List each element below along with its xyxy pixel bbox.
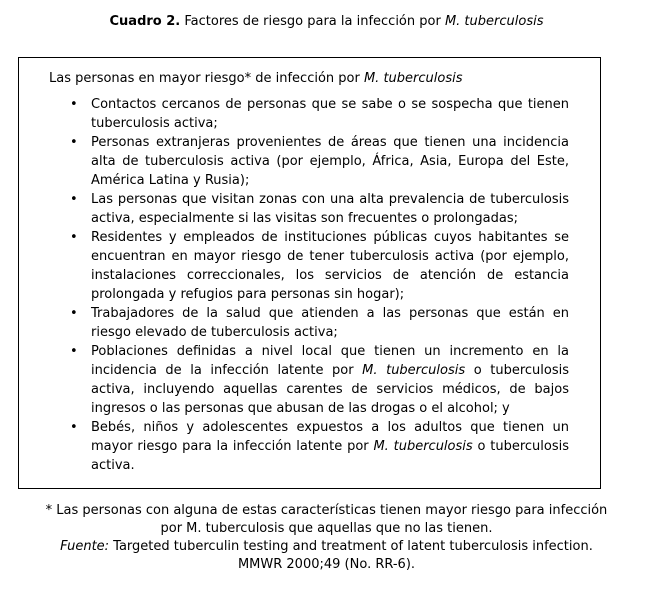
text-segment: o tuberculosis activa. [91, 439, 570, 473]
risk-factors-box [18, 57, 601, 489]
risk-group-text [91, 420, 569, 473]
text-segment: Trabajadores de la salud que atienden a las personas que están en riesgo elevado de tuberculosis activa; [91, 306, 569, 340]
bullet-icon: • [70, 230, 78, 245]
text-segment: Residentes y empleados de instituciones públicas cuyos habitantes se encuentran en mayor riesgo de tener tuberculosis activa (por ejemplo, instalaciones correccionales, los servicios de atención de estancia prolongada y refugios para personas sin hogar); [91, 230, 569, 302]
risk-group-text [91, 306, 569, 340]
footnote-citation [40, 556, 613, 574]
risk-group-text [91, 192, 569, 226]
italic-text-segment: M. tuberculosis [362, 363, 466, 378]
box-header [49, 69, 570, 88]
text-segment: * Las personas con alguna de estas características tienen mayor riesgo para infección por M. tuberculosis que aquellas que no las tienen. [45, 503, 608, 536]
italic-text-segment: M. tuberculosis [444, 14, 544, 29]
table-caption [0, 0, 653, 30]
bullet-icon: • [70, 344, 78, 359]
footnote-source [40, 538, 613, 556]
risk-group-text [91, 230, 569, 302]
bullet-icon: • [70, 135, 78, 150]
risk-group-text [91, 135, 569, 188]
italic-text-segment: M. tuberculosis [363, 71, 463, 86]
italic-text-segment: M. tuberculosis [373, 439, 473, 454]
footnotes [0, 502, 653, 574]
text-segment: Targeted tuberculin testing and treatment of latent tuberculosis infection. [109, 539, 593, 554]
risk-group-text [91, 344, 569, 416]
text-segment: Poblaciones definidas a nivel local que tienen un incremento en la incidencia de la infección latente por [91, 344, 569, 378]
bold-text-segment: Cuadro 2. [109, 14, 181, 29]
risk-group-item [19, 304, 600, 342]
text-segment: Las personas que visitan zonas con una alta prevalencia de tuberculosis activa, especialmente si las visitas son frecuentes o prolongadas; [91, 192, 569, 226]
risk-group-item [19, 228, 600, 304]
text-segment: o tuberculosis activa, incluyendo aquellas carentes de servicios médicos, de bajos ingresos o las personas que abusan de las drogas o el alcohol; y [91, 363, 569, 416]
text-segment: Contactos cercanos de personas que se sabe o se sospecha que tienen tuberculosis activa; [91, 97, 569, 131]
risk-group-item [19, 95, 600, 133]
text-segment: Bebés, niños y adolescentes expuestos a los adultos que tienen un mayor riesgo para la infección latente por [91, 420, 569, 454]
risk-group-item [19, 190, 600, 228]
text-segment: Personas extranjeras provenientes de áreas que tienen una incidencia alta de tuberculosis activa (por ejemplo, África, Asia, Europa del Este, América Latina y Rusia); [91, 135, 569, 188]
risk-group-list [19, 95, 600, 475]
risk-group-item [19, 342, 600, 418]
text-segment: Factores de riesgo para la infección por [180, 14, 445, 29]
bullet-icon: • [70, 97, 78, 112]
italic-text-segment: Fuente: [60, 539, 110, 554]
text-segment: MMWR 2000;49 (No. RR-6). [237, 557, 416, 572]
bullet-icon: • [70, 420, 78, 435]
bullet-icon: • [70, 192, 78, 207]
bullet-icon: • [70, 306, 78, 321]
risk-group-text [91, 97, 569, 131]
risk-group-item [19, 418, 600, 475]
risk-group-item [19, 133, 600, 190]
text-segment: Las personas en mayor riesgo* de infección por [49, 71, 364, 86]
footnote-asterisk [40, 502, 613, 538]
